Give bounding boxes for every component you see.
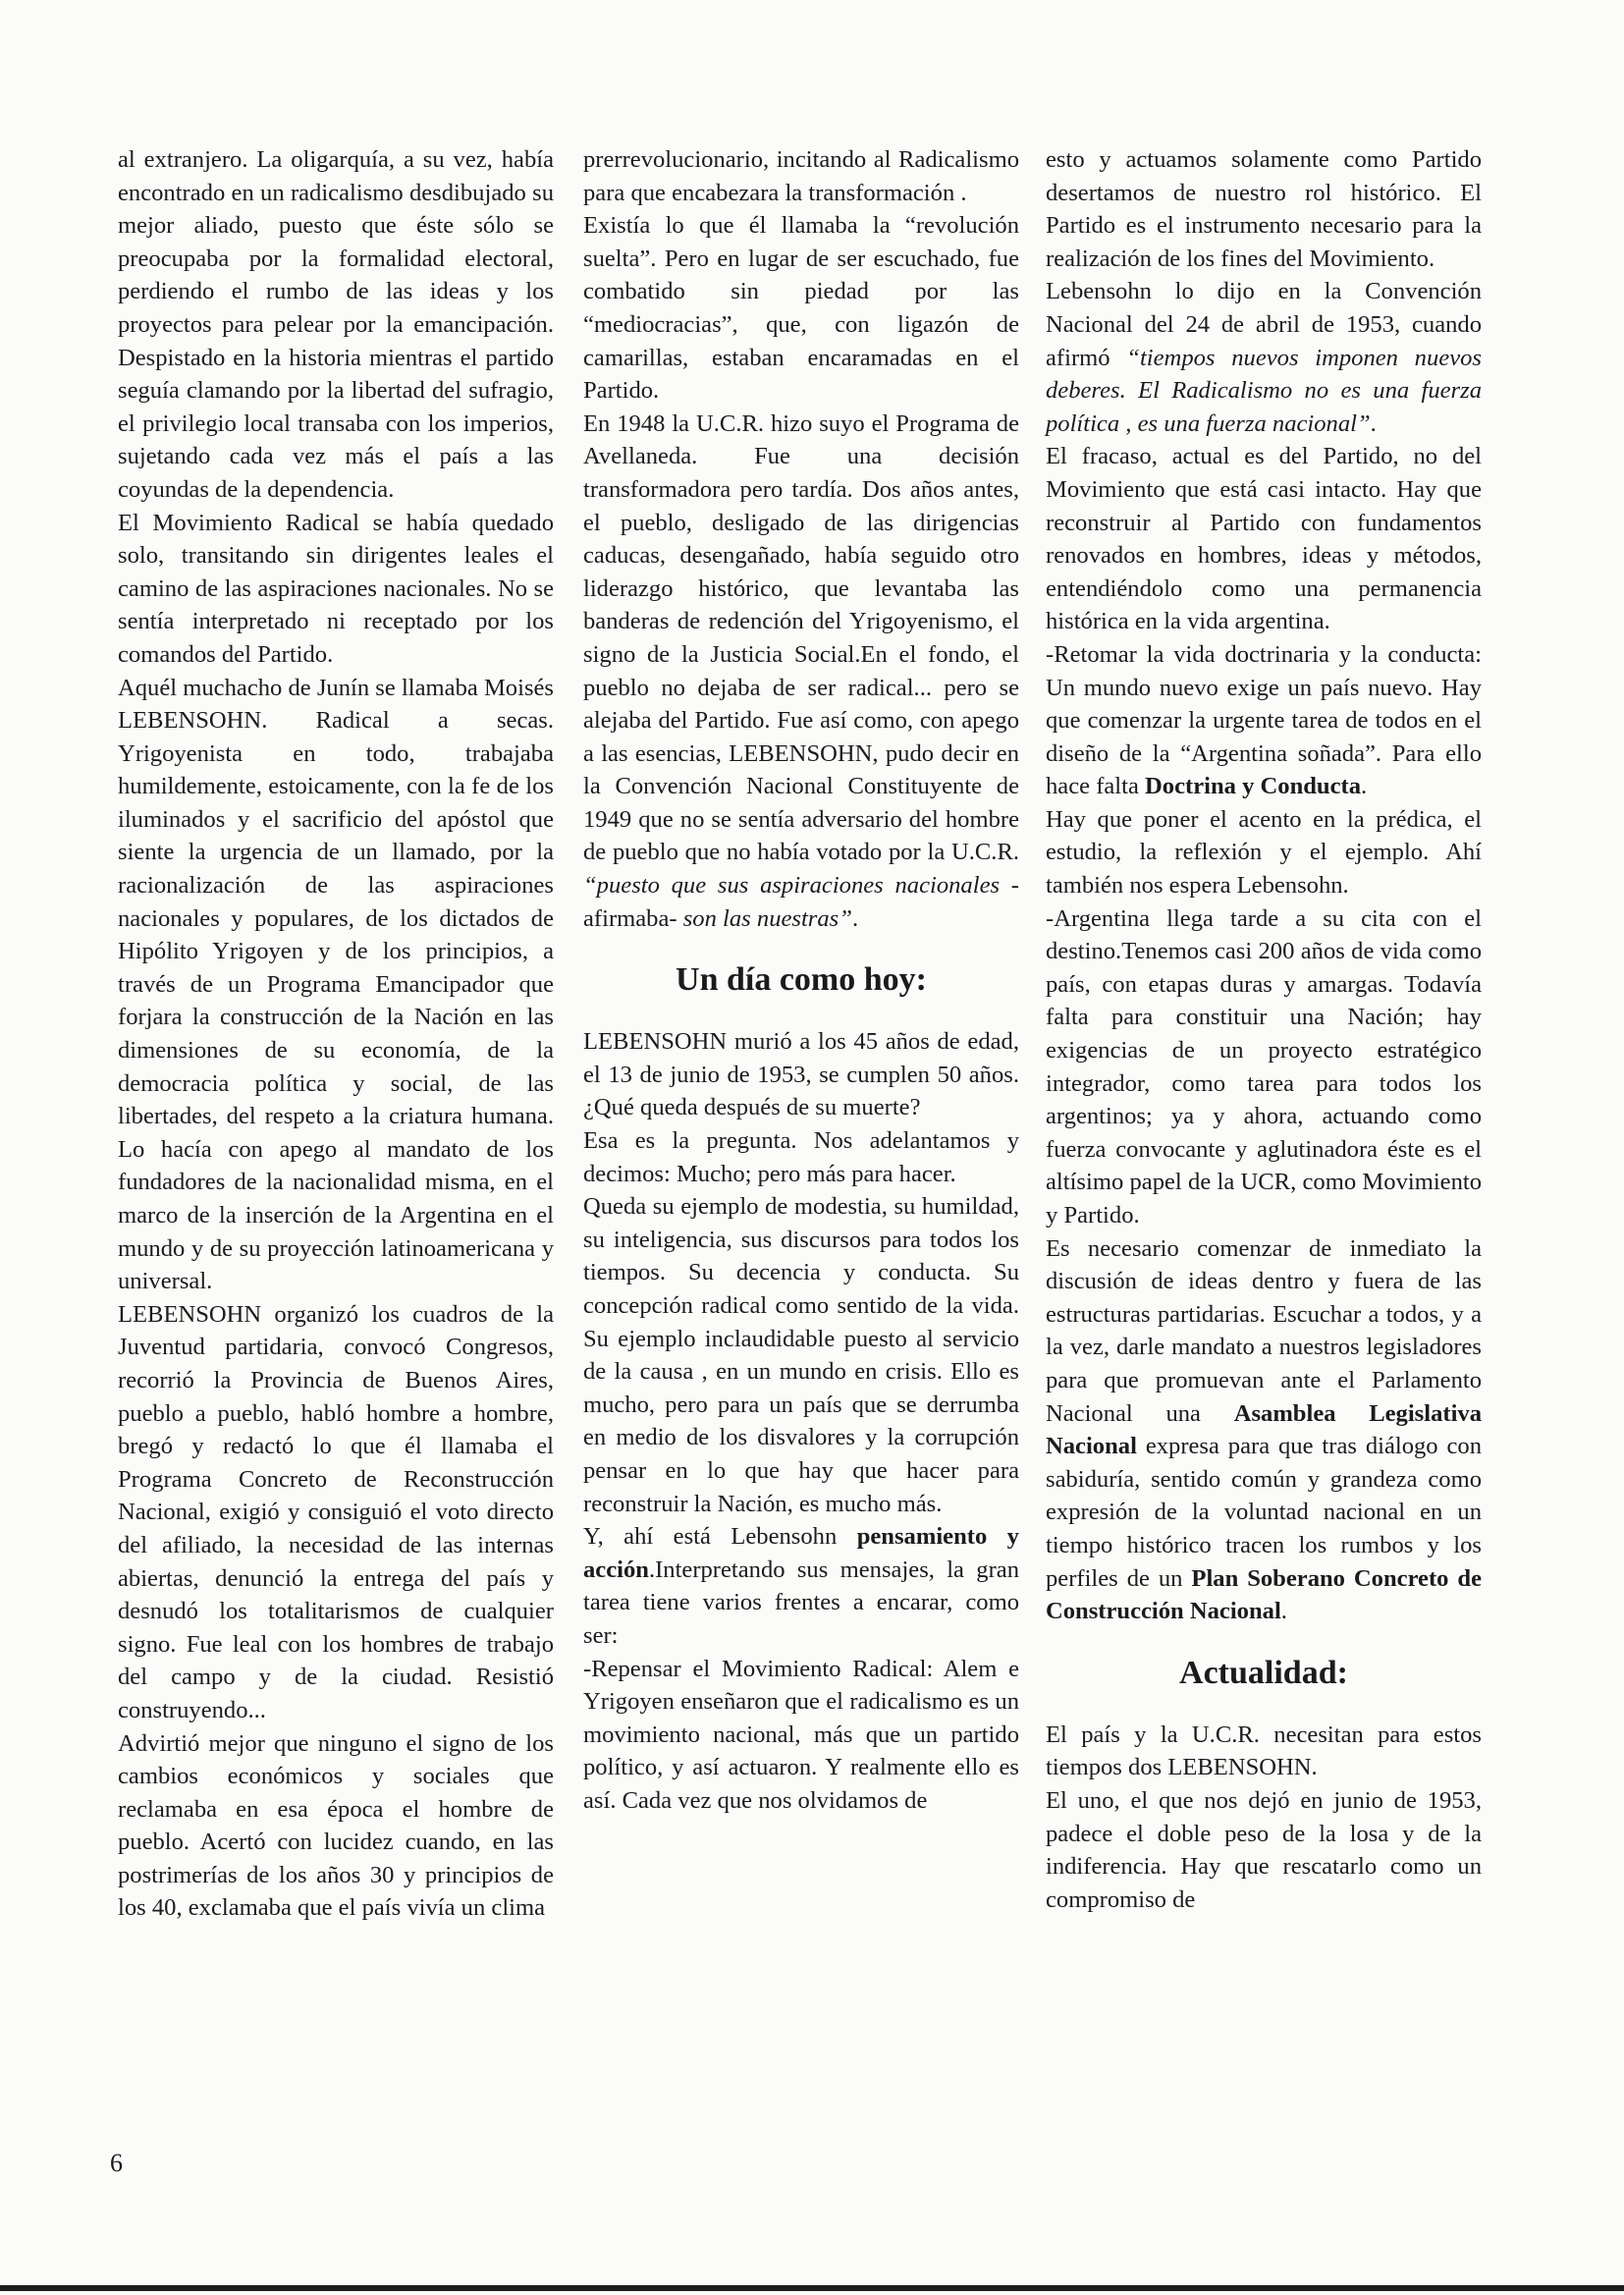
paragraph-text: En 1948 la U.C.R. hizo suyo el Programa de Avellaneda. Fue una decisión transformadora pero tardía. Dos años antes, el pueblo, desligado de las dirigencias caducas, desengañado, había seguido otro liderazgo histórico, que levantaba las banderas de redención del Yrigoyenismo, el signo de la Justicia Social.En el fondo, el pueblo no dejaba de ser radical... pero se alejaba del Partido. Fue así como, con apego a las esencias, LEBENSOHN, pudo decir en la Convención Nacional Constituyente de 1949 que no se sentía adversario del hombre de pueblo que no había votado por la U.C.R. xyxy=(583,410,1019,866)
paragraph: Esa es la pregunta. Nos adelantamos y decimos: Mucho; pero más para hacer. xyxy=(583,1127,1019,1187)
paragraph: Hay que poner el acento en la prédica, el estudio, la reflexión y el ejemplo. Ahí también nos espera Lebensohn. xyxy=(1046,805,1482,900)
paragraph-text: .Interpretando sus mensajes, la gran tarea tiene varios frentes a encarar, como ser: xyxy=(583,1556,1019,1649)
paragraph xyxy=(583,1520,1019,1652)
paragraph-text: Lebensohn lo dijo en la Convención Nacional del 24 de abril de 1953, cuando afirmó xyxy=(1046,278,1482,371)
paragraph-text: expresa para que tras diálogo con sabiduría, sentido común y grandeza como expresión de la voluntad nacional en un tiempo histórico tracen los rumbos y los perfiles de un xyxy=(1046,1433,1482,1592)
paragraph-text: . xyxy=(1370,410,1377,437)
paragraph-text: . xyxy=(1280,1598,1287,1625)
quote: “tiempos nuevos imponen nuevos deberes. El Radicalismo no es una fuerza política , es una fuerza nacional” xyxy=(1046,344,1482,437)
paragraph: al extranjero. La oligarquía, a su vez, había encontrado en un radicalismo desdibujado su mejor aliado, puesto que éste sólo se preocupaba por la formalidad electoral, perdiendo el rumbo de las ideas y los proyectos para pelear por la emancipación. Despistado en la historia mientras el partido seguía clamando por la libertad del sufragio, el privilegio local transaba con los imperios, sujetando cada vez más el país a las coyundas de la dependencia. xyxy=(118,146,554,503)
paragraph: Queda su ejemplo de modestia, su humildad, su inteligencia, sus discursos para todos los tiempos. Su decencia y conducta. Su concepción radical como sentido de la vida. Su ejemplo inclaudidable puesto al servicio de la causa , en un mundo en crisis. Ello es mucho, pero para un país que se derrumba en medio de los disvalores y la corrupción pensar en lo que hay que hacer para reconstruir la Nación, es mucho más. xyxy=(583,1193,1019,1517)
section-heading-un-dia-como-hoy: Un día como hoy: xyxy=(676,961,927,999)
column-1 xyxy=(118,143,554,1925)
paragraph xyxy=(1046,638,1482,803)
bold-text: Asamblea Legislativa Nacional xyxy=(1046,1399,1482,1460)
paragraph: El fracaso, actual es del Partido, no del Movimiento que está casi intacto. Hay que reconstruir al Partido con fundamentos renovados en hombres, ideas y métodos, entendiéndolo como una permanencia histórica en la vida argentina. xyxy=(1046,443,1482,635)
paragraph-text: -Retomar la vida doctrinaria y la conducta: Un mundo nuevo exige un país nuevo. Hay que comenzar la urgente tarea de todos en el diseño de la “Argentina soñada”. Para ello hace falta xyxy=(1046,640,1482,800)
section-heading-actualidad: Actualidad: xyxy=(1179,1654,1348,1691)
bold-text: pensamiento y acción xyxy=(583,1523,1019,1583)
paragraph: -Repensar el Movimiento Radical: Alem e Yrigoyen enseñaron que el radicalismo es un movimiento nacional, más que un partido político, y así actuaron. Y realmente ello es así. Cada vez que nos olvidamos de xyxy=(583,1655,1019,1814)
paragraph: Advirtió mejor que ninguno el signo de los cambios económicos y sociales que reclamaba en esa época el hombre de pueblo. Acertó con lucidez cuando, en las postrimerías de los años 30 y principios de los 40, exclamaba que el país vivía un clima xyxy=(118,1729,554,1922)
paragraph-text: -afirmaba- xyxy=(583,872,1019,932)
paragraph xyxy=(1046,1232,1482,1628)
bold-text: Plan Soberano Concreto de Construcción Nacional xyxy=(1046,1564,1482,1625)
paragraph: prerrevolucionario, incitando al Radicalismo para que encabezara la transformación . xyxy=(583,146,1019,206)
paragraph: El Movimiento Radical se había quedado solo, transitando sin dirigentes leales el camino de las aspiraciones nacionales. No se sentía interpretado ni receptado por los comandos del Partido. xyxy=(118,509,554,668)
paragraph-text: Y, ahí está Lebensohn xyxy=(583,1523,857,1551)
paragraph: LEBENSOHN murió a los 45 años de edad, el 13 de junio de 1953, se cumplen 50 años. ¿Qué queda después de su muerte? xyxy=(583,1028,1019,1121)
paragraph: El uno, el que nos dejó en junio de 1953, padece el doble peso de la losa y de la indiferencia. Hay que rescatarlo como un compromiso de xyxy=(1046,1786,1482,1913)
paragraph-text: Es necesario comenzar de inmediato la discusión de ideas dentro y fuera de las estructuras partidarias. Escuchar a todos, y a la vez, darle mandato a nuestros legisladores para que promuevan ante el Parlamento Nacional una xyxy=(1046,1234,1482,1427)
paragraph: Existía lo que él llamaba la “revolución suelta”. Pero en lugar de ser escuchado, fue combatido sin piedad por las “mediocracias”, que, con ligazón de camarillas, estaban encaramadas en el Partido. xyxy=(583,212,1019,405)
column-3 xyxy=(1046,143,1482,1916)
page-number: 6 xyxy=(110,2149,123,2177)
paragraph: -Argentina llega tarde a su cita con el destino.Tenemos casi 200 años de vida como país, con etapas duras y amargas. Todavía falta para constituir una Nación; hay exigencias de un proyecto estratégico integrador, como tarea para todos los argentinos; ya y ahora, actuando como fuerza convocante y aglutinadora éste es el altísimo papel de la UCR, como Movimiento y Partido. xyxy=(1046,904,1482,1229)
paragraph-text: . xyxy=(1361,773,1368,800)
bold-text: Doctrina y Conducta xyxy=(1145,773,1362,800)
paragraph: Aquél muchacho de Junín se llamaba Moisés LEBENSOHN. Radical a secas. Yrigoyenista en todo, trabajaba humildemente, estoicamente, con la fe de los iluminados y el sacrificio del apóstol que siente la urgencia de un llamado, por la racionalización de las aspiraciones nacionales y populares, de los dictados de Hipólito Yrigoyen y de los principios, a través de un Programa Emancipador que forjara la construcción de la Nación en las dimensiones de su economía, de la democracia política y social, de las libertades, del respeto a la criatura humana. Lo hacía con apego al mandato de los fundadores de la nacionalidad misma, en el marco de la inserción de la Argentina en el mundo y de su proyección latinoamericana y universal. xyxy=(118,674,554,1295)
quote: son las nuestras” xyxy=(682,904,852,932)
column-2 xyxy=(583,143,1019,1818)
paragraph xyxy=(583,408,1019,936)
quote: “puesto que sus aspiraciones nacionales xyxy=(583,872,1001,900)
bottom-border xyxy=(0,2285,1624,2291)
paragraph xyxy=(1046,275,1482,440)
paragraph: LEBENSOHN organizó los cuadros de la Juventud partidaria, convocó Congresos, recorrió la Provincia de Buenos Aires, pueblo a pueblo, habló hombre a hombre, bregó y redactó lo que él llamaba el Programa Concreto de Reconstrucción Nacional, exigió y consiguió el voto directo del afiliado, la necesidad de las internas abiertas, denunció la entrega del país y desnudó los totalitarismos de cualquier signo. Fue leal con los hombres de trabajo del campo y de la ciudad. Resistió construyendo... xyxy=(118,1300,554,1723)
paragraph: esto y actuamos solamente como Partido desertamos de nuestro rol histórico. El Partido es el instrumento necesario para la realización de los fines del Movimiento. xyxy=(1046,146,1482,272)
paragraph: El país y la U.C.R. necesitan para estos tiempos dos LEBENSOHN. xyxy=(1046,1721,1482,1781)
paragraph-text: . xyxy=(851,904,859,932)
